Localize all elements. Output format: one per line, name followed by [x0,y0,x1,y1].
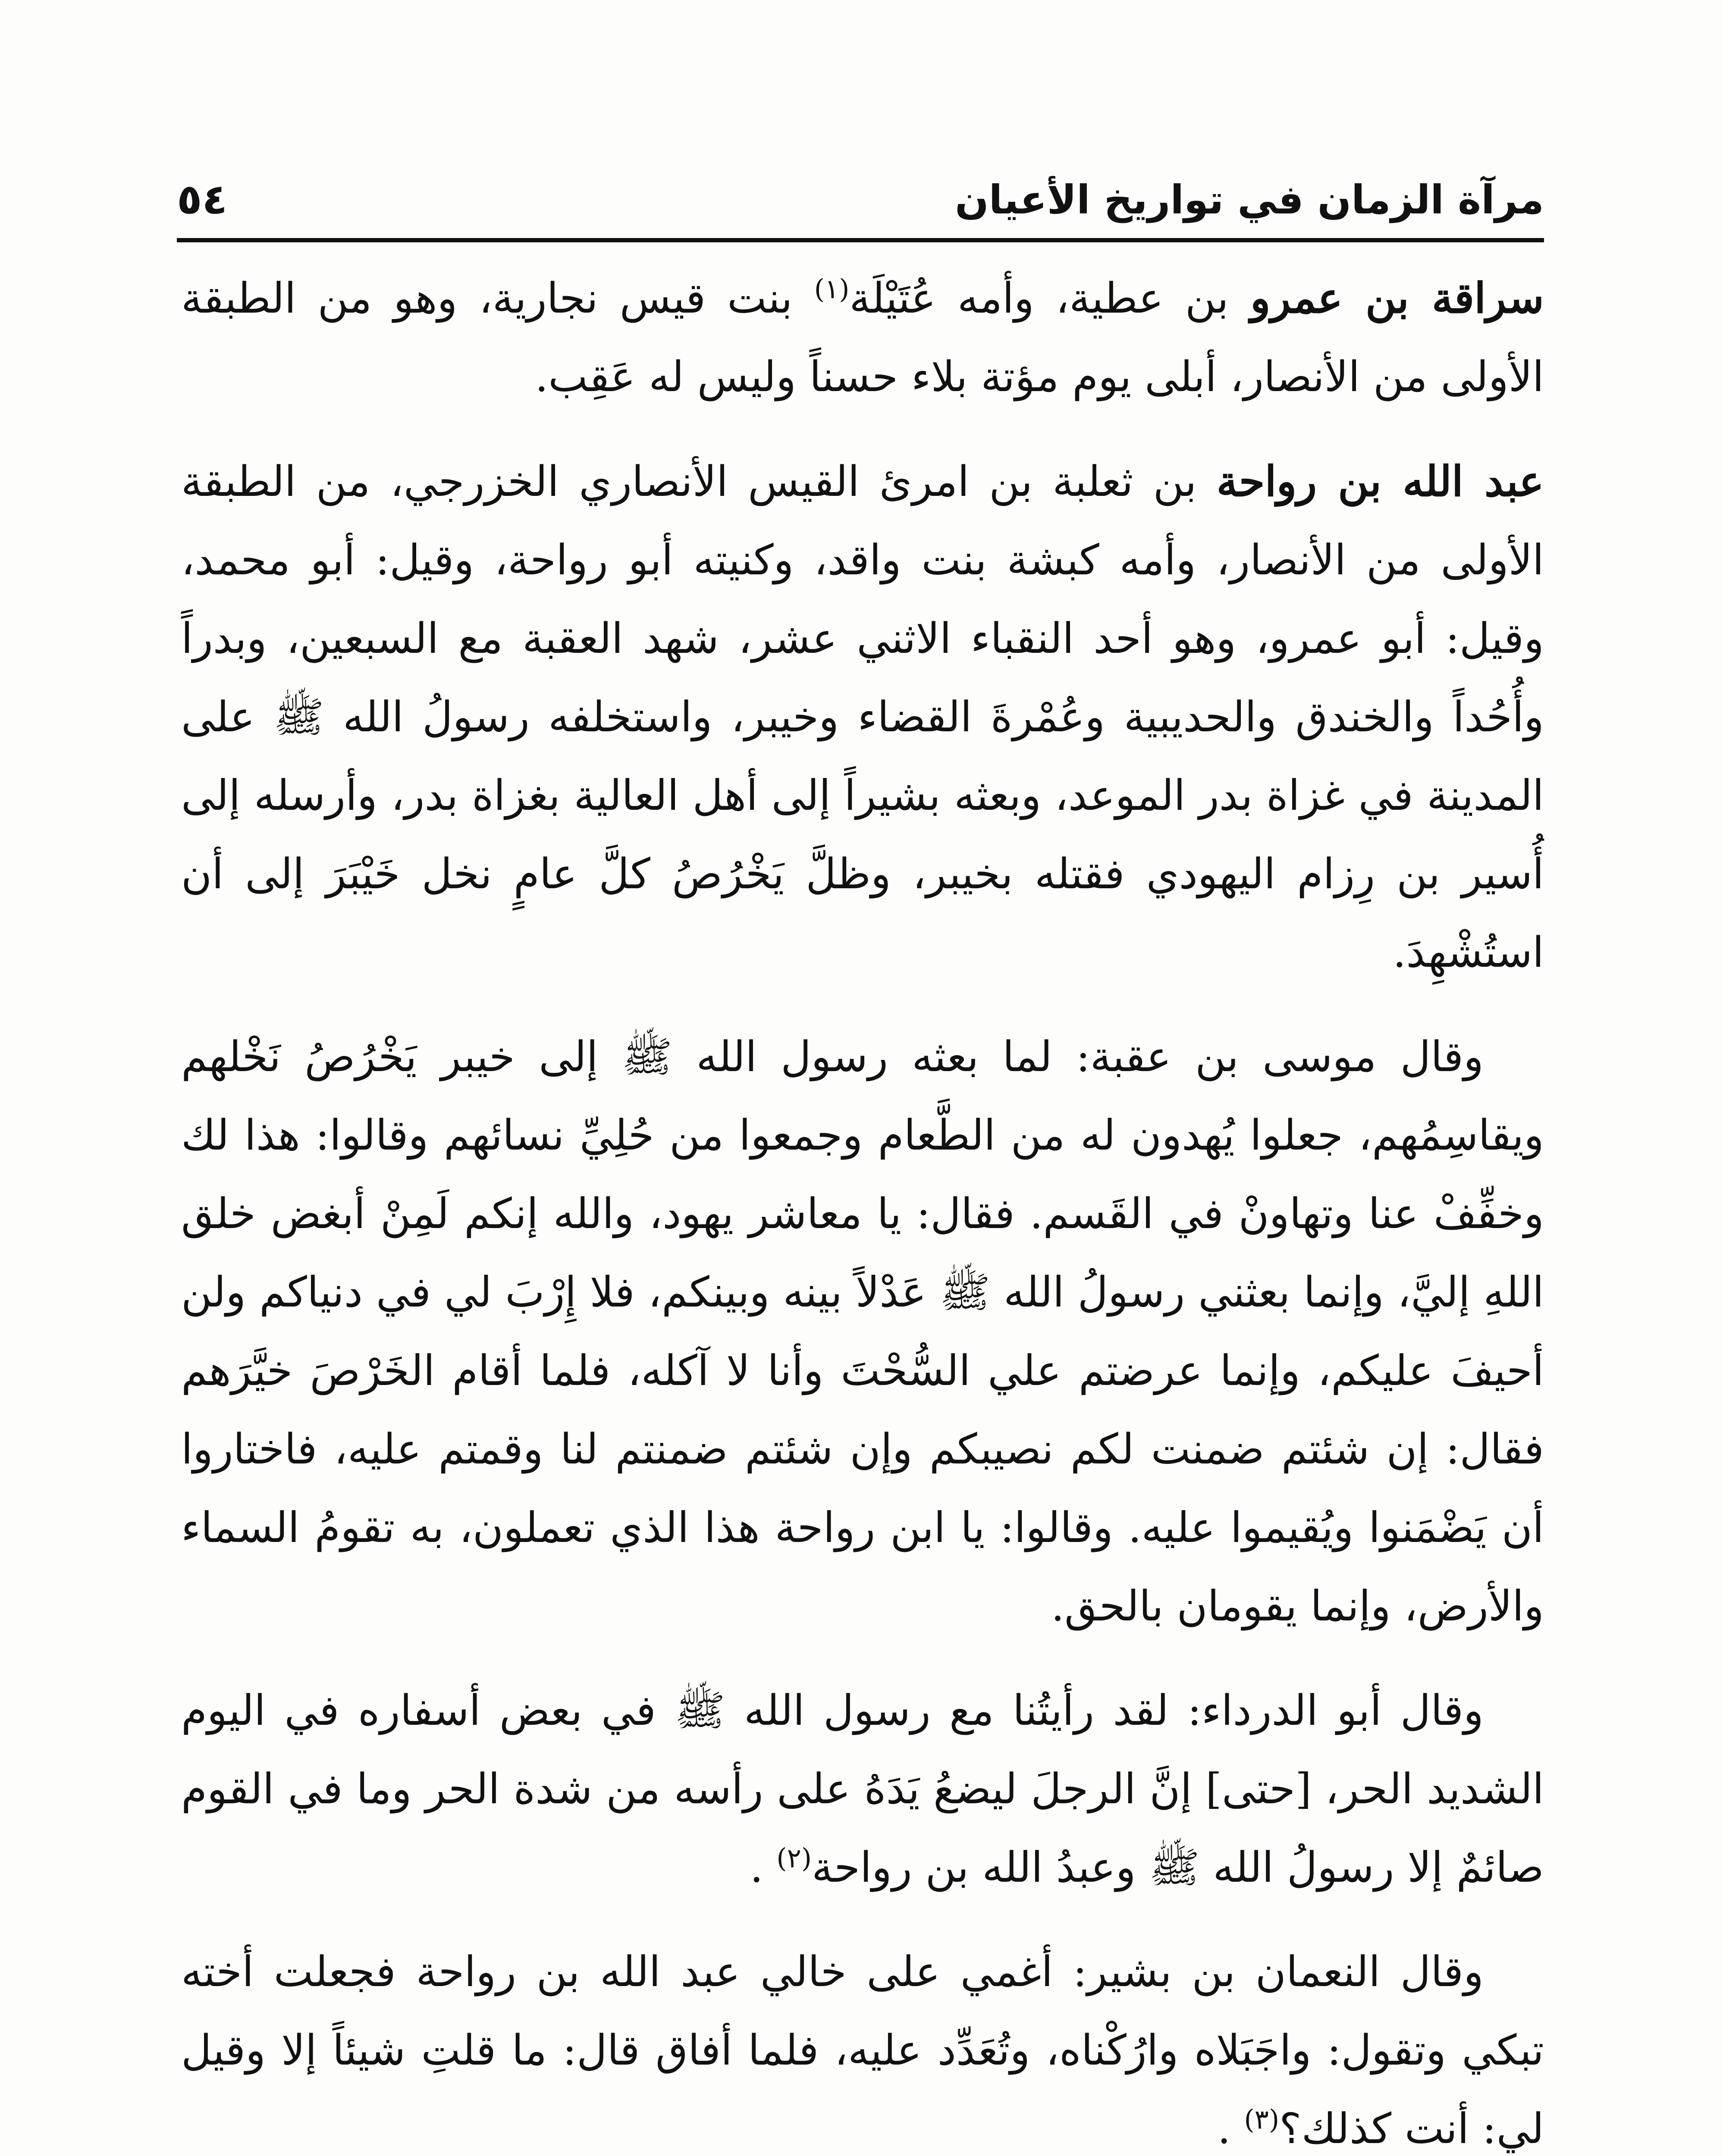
paragraph-musa-ibn-uqba [181,1018,1544,1645]
paragraph-suraqa [181,259,1544,416]
paragraph-text: وقال أبو الدرداء: لقد رأيتُنا مع رسول الله ﷺ في بعض أسفاره في اليوم الشديد الحر، [حتى] إنَّ الرجلَ ليضعُ يَدَهُ على رأسه من شدة الحر وما في القوم صائمٌ إلا رسولُ الله ﷺ وعبدُ الله بن رواحة [181,1686,1544,1892]
person-name: عبد الله بن رواحة [1216,457,1544,506]
person-name: سراقة بن عمرو [1250,273,1544,323]
page-number: ٥٤ [177,175,228,223]
paragraph-text: بنت قيس نجارية، وهو من الطبقة الأولى من الأنصار، أبلى يوم مؤتة بلاء حسناً وليس له عَقِب. [181,274,1544,401]
main-text [181,259,1544,2156]
paragraph-text: . [750,1843,777,1892]
footnote-ref-2[interactable]: (٢) [776,1842,812,1874]
footnote-ref-3[interactable]: (٣) [1244,2103,1280,2135]
page-header [177,147,1544,223]
running-title: مرآة الزمان في تواريخ الأعيان [955,177,1544,223]
paragraph-text: بن عطية، وأمه عُتَيْلَة [849,274,1250,323]
paragraph-numan-ibn-bashir [181,1933,1544,2156]
paragraph-text: . [1217,2104,1244,2153]
paragraph-text: وقال النعمان بن بشير: أغمي على خالي عبد الله بن رواحة فجعلت أخته تبكي وتقول: واجَبَلاه وارُكْناه، وتُعَدِّد عليه، فلما أفاق قال: ما قلتِ شيئاً إلا وقيل لي: أنت كذلك؟ [181,1947,1544,2153]
footnote-ref-1[interactable]: (١) [814,273,850,305]
paragraph-ibn-rawaha [181,442,1544,992]
paragraph-abu-al-darda [181,1671,1544,1907]
paragraph-text: وقال موسى بن عقبة: لما بعثه رسول الله ﷺ إلى خيبر يَخْرُصُ نَخْلهم ويقاسِمُهم، جعلوا يُهدون له من الطَّعام وجمعوا من حُلِيِّ نسائهم وقالوا: هذا لك وخفِّفْ عنا وتهاونْ في القَسم. فقال: يا معاشر يهود، والله إنكم لَمِنْ أبغض خلق اللهِ إليَّ، وإنما بعثني رسولُ الله ﷺ عَدْلاً بينه وبينكم، فلا إِرْبَ لي في دنياكم ولن أحيفَ عليكم، وإنما عرضتم علي السُّحْتَ وأنا لا آكله، فلما أقام الخَرْصَ خيَّرَهم فقال: إن شئتم ضمنت لكم نصيبكم وإن شئتم ضمنتم لنا وقمتم عليه، فاختاروا أن يَضْمَنوا ويُقيموا عليه. وقالوا: يا ابن رواحة هذا الذي تعملون، به تقومُ السماء والأرض، وإنما يقومان بالحق. [181,1032,1544,1630]
paragraph-text: بن ثعلبة بن امرئ القيس الأنصاري الخزرجي، من الطبقة الأولى من الأنصار، وأمه كبشة بنت واقد، وكنيته أبو رواحة، وقيل: أبو محمد، وقيل: أبو عمرو، وهو أحد النقباء الاثني عشر، شهد العقبة مع السبعين، وبدراً وأُحُداً والخندق والحديبية وعُمْرةَ القضاء وخيبر، واستخلفه رسولُ الله ﷺ على المدينة في غزاة بدر الموعد، وبعثه بشيراً إلى أهل العالية بغزاة بدر، وأرسله إلى أُسير بن رِزام اليهودي فقتله بخيبر، وظلَّ يَخْرُصُ كلَّ عامٍ نخل خَيْبَرَ إلى أن استُشْهِدَ. [181,457,1544,977]
header-rule [177,238,1544,242]
